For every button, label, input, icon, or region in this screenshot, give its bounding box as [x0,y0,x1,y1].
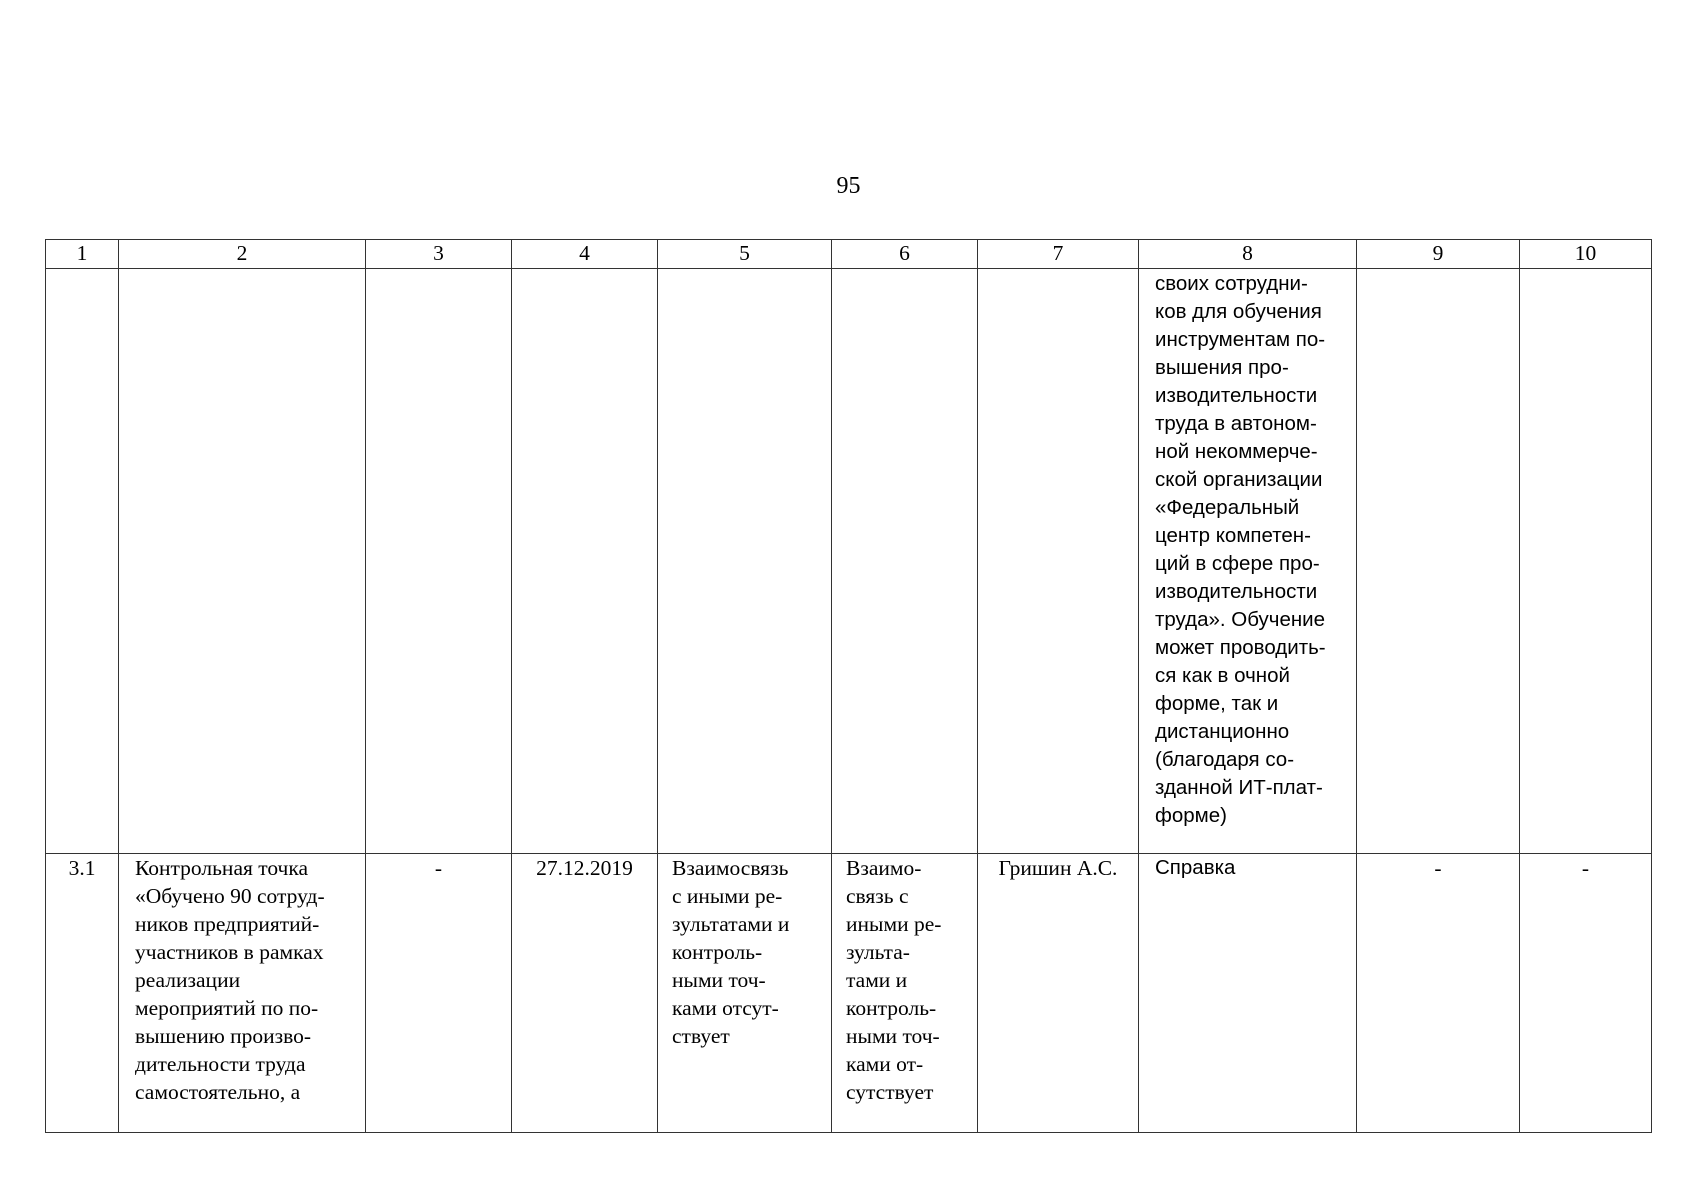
column-number-2: 2 [119,240,366,269]
column-number-row [46,240,1652,269]
column-number-5: 5 [658,240,832,269]
col9-value: - [1434,856,1442,880]
col5-value: Взаимосвязь с иными ре- зультатами и контроль- ными точ- ками отсут- ствует [672,856,790,1048]
cell-empty [658,269,832,854]
cell-empty [1520,269,1652,854]
plan-table [45,239,1652,1133]
description-continued-text: своих сотрудни- ков для обучения инструментам по- вышения про- изводительности труда в автоном- ной некоммерче- ской организации «Федеральный центр компетен- ций в сфере про- изводительности труда». Обучение может проводить- ся как в очной форме, так и дистанционно (благодаря со- зданной ИТ-плат- форме) [1155,272,1326,827]
column-number-7: 7 [978,240,1139,269]
column-number-10: 10 [1520,240,1652,269]
col10-value: - [1581,856,1590,880]
cell-description-continued [1139,269,1357,854]
page-number: 95 [836,173,861,199]
cell-empty [978,269,1139,854]
table-row-continuation [46,269,1652,854]
column-number-4: 4 [512,240,658,269]
cell-empty [366,269,512,854]
cell-col9 [1357,854,1520,1133]
responsible-name: Гришин А.С. [998,856,1118,880]
cell-date [512,854,658,1133]
cell-empty [119,269,366,854]
column-number-1: 1 [46,240,119,269]
cell-responsible [978,854,1139,1133]
cell-item-number [46,854,119,1133]
item-number: 3.1 [68,856,96,880]
col6-value: Взаимо- связь с иными ре- зульта- тами и контроль- ными точ- ками от- сутствует [846,856,942,1104]
document-type: Справка [1155,856,1236,879]
checkpoint-name: Контрольная точка «Обучено 90 сотруд- ников предприятий- участников в рамках реализации мероприятий по по- вышению произво- дительности труда самостоятельно, а [135,856,325,1104]
cell-checkpoint-name [119,854,366,1133]
cell-col6 [832,854,978,1133]
cell-col5 [658,854,832,1133]
date-value: 27.12.2019 [536,856,633,880]
cell-empty [832,269,978,854]
column-number-3: 3 [366,240,512,269]
cell-empty [1357,269,1520,854]
cell-col3 [366,854,512,1133]
column-number-9: 9 [1357,240,1520,269]
col3-value: - [434,856,443,880]
cell-col10 [1520,854,1652,1133]
column-number-8: 8 [1139,240,1357,269]
column-number-6: 6 [832,240,978,269]
table-row-3-1 [46,854,1652,1133]
cell-document-type [1139,854,1357,1133]
cell-empty [46,269,119,854]
cell-empty [512,269,658,854]
